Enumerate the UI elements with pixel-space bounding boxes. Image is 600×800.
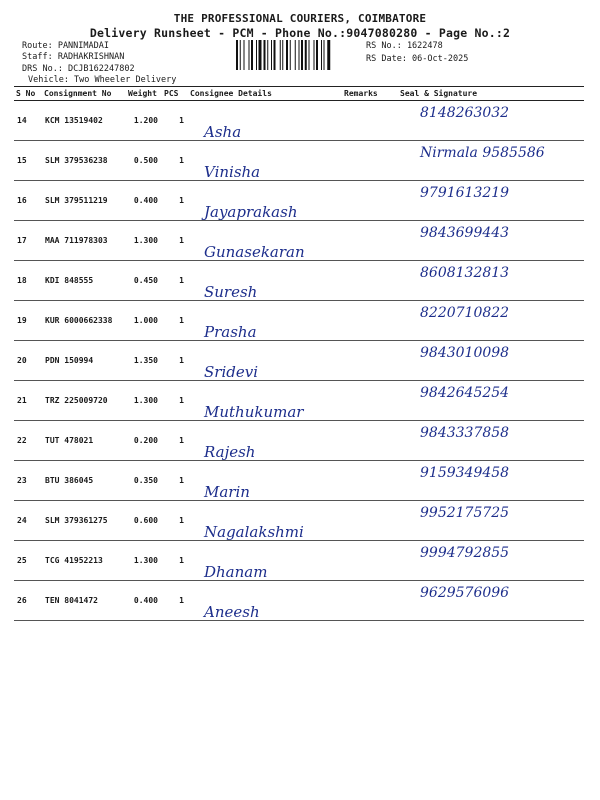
row-sno-cell <box>14 341 42 381</box>
row-consignee-handwritten-cell <box>188 101 342 141</box>
col-weight: Weight <box>126 87 162 101</box>
row-sno-cell <box>14 461 42 501</box>
row-weight: 1.350 <box>133 356 158 365</box>
row-consignee-handwritten-cell <box>188 421 342 461</box>
row-consignment-no: TEN 8041472 <box>45 596 98 605</box>
row-weight: 1.200 <box>133 116 158 125</box>
table-row <box>14 101 584 141</box>
row-consignment-no: TCG 41952213 <box>45 556 103 565</box>
row-consignment-no: KDI 848555 <box>45 276 94 285</box>
row-weight-cell <box>126 101 162 141</box>
row-pcs-cell <box>162 301 188 341</box>
row-weight-cell <box>126 581 162 621</box>
row-pcs: 1 <box>179 196 184 205</box>
row-seal-signature-handwritten-cell <box>398 541 584 581</box>
row-weight-cell <box>126 261 162 301</box>
row-consignee-handwritten: Marin <box>204 483 250 501</box>
table-row <box>14 141 584 181</box>
row-sno-cell <box>14 181 42 221</box>
row-consignment-no-cell <box>42 461 126 501</box>
row-sno: 17 <box>17 236 27 245</box>
col-remarks: Remarks <box>342 87 398 101</box>
row-weight: 0.600 <box>133 516 158 525</box>
row-seal-signature-handwritten: 8608132813 <box>420 265 510 281</box>
row-seal-signature-handwritten-cell <box>398 381 584 421</box>
row-consignee-handwritten-cell <box>188 541 342 581</box>
row-pcs: 1 <box>179 236 184 245</box>
row-consignment-no: SLM 379361275 <box>45 516 108 525</box>
row-seal-signature-handwritten: 8148263032 <box>420 105 510 121</box>
row-seal-signature-handwritten-cell <box>398 181 584 221</box>
row-consignee-handwritten: Prasha <box>204 323 257 341</box>
row-remarks-cell <box>342 581 398 621</box>
table-row <box>14 181 584 221</box>
table-row <box>14 261 584 301</box>
table-row <box>14 581 584 621</box>
row-consignee-handwritten-cell <box>188 341 342 381</box>
row-remarks-cell <box>342 461 398 501</box>
row-sno-cell <box>14 541 42 581</box>
row-consignment-no-cell <box>42 221 126 261</box>
row-remarks-cell <box>342 101 398 141</box>
row-sno-cell <box>14 581 42 621</box>
row-consignment-no-cell <box>42 261 126 301</box>
row-sno: 19 <box>17 316 27 325</box>
row-sno: 24 <box>17 516 27 525</box>
table-row <box>14 221 584 261</box>
row-remarks-cell <box>342 421 398 461</box>
row-consignee-handwritten-cell <box>188 261 342 301</box>
runsheet-table <box>14 86 584 621</box>
row-pcs-cell <box>162 461 188 501</box>
row-weight-cell <box>126 381 162 421</box>
row-pcs: 1 <box>179 436 184 445</box>
row-remarks-cell <box>342 221 398 261</box>
company-title: THE PROFESSIONAL COURIERS, COIMBATORE <box>173 12 427 25</box>
row-seal-signature-handwritten: 9952175725 <box>420 505 510 521</box>
row-weight: 1.300 <box>133 396 158 405</box>
row-pcs: 1 <box>179 356 184 365</box>
row-seal-signature-handwritten: 9843010098 <box>420 345 510 361</box>
row-consignee-handwritten: Dhanam <box>204 563 268 581</box>
row-consignment-no: MAA 711978303 <box>45 236 108 245</box>
row-seal-signature-handwritten: 9843337858 <box>420 425 510 441</box>
row-pcs-cell <box>162 261 188 301</box>
row-pcs: 1 <box>179 476 184 485</box>
row-consignment-no-cell <box>42 581 126 621</box>
row-seal-signature-handwritten-cell <box>398 501 584 541</box>
row-consignee-handwritten: Muthukumar <box>204 403 304 421</box>
row-consignee-handwritten: Sridevi <box>204 363 258 381</box>
row-remarks-cell <box>342 141 398 181</box>
row-seal-signature-handwritten: 9791613219 <box>420 185 510 201</box>
row-weight: 0.400 <box>133 596 158 605</box>
row-seal-signature-handwritten: Nirmala 9585586 <box>420 145 545 161</box>
row-consignee-handwritten: Jayaprakash <box>204 203 298 221</box>
barcode <box>236 40 360 70</box>
route-label: Route: PANNIMADAI <box>22 41 109 51</box>
row-consignee-handwritten-cell <box>188 221 342 261</box>
row-consignment-no: TUT 478021 <box>45 436 94 445</box>
row-consignment-no-cell <box>42 381 126 421</box>
row-pcs-cell <box>162 581 188 621</box>
row-consignee-handwritten: Vinisha <box>204 163 261 181</box>
row-sno: 18 <box>17 276 27 285</box>
rs-number: RS No.: 1622478 <box>366 41 443 51</box>
row-weight-cell <box>126 421 162 461</box>
row-consignment-no: KCM 13519402 <box>45 116 103 125</box>
table-row <box>14 341 584 381</box>
row-consignee-handwritten: Rajesh <box>204 443 256 461</box>
row-sno-cell <box>14 381 42 421</box>
row-consignment-no-cell <box>42 181 126 221</box>
row-pcs-cell <box>162 101 188 141</box>
row-pcs: 1 <box>179 276 184 285</box>
row-sno: 21 <box>17 396 27 405</box>
row-seal-signature-handwritten-cell <box>398 261 584 301</box>
row-sno-cell <box>14 301 42 341</box>
row-weight-cell <box>126 341 162 381</box>
row-sno-cell <box>14 421 42 461</box>
row-sno: 15 <box>17 156 27 165</box>
row-consignment-no: SLM 379511219 <box>45 196 108 205</box>
row-seal-signature-handwritten: 9842645254 <box>420 385 510 401</box>
row-consignee-handwritten-cell <box>188 301 342 341</box>
row-consignee-handwritten-cell <box>188 181 342 221</box>
row-weight: 1.000 <box>133 316 158 325</box>
row-consignment-no: BTU 386045 <box>45 476 94 485</box>
row-consignee-handwritten: Aneesh <box>204 603 260 621</box>
row-weight: 0.500 <box>133 156 158 165</box>
row-pcs-cell <box>162 541 188 581</box>
row-pcs-cell <box>162 501 188 541</box>
row-sno-cell <box>14 261 42 301</box>
col-consignment: Consignment No <box>42 87 126 101</box>
row-consignment-no-cell <box>42 141 126 181</box>
row-sno-cell <box>14 221 42 261</box>
col-seal: Seal & Signature <box>398 87 584 101</box>
row-consignee-handwritten: Gunasekaran <box>204 243 305 261</box>
row-consignee-handwritten-cell <box>188 381 342 421</box>
row-seal-signature-handwritten: 9159349458 <box>420 465 510 481</box>
row-seal-signature-handwritten: 8220710822 <box>420 305 510 321</box>
row-sno: 16 <box>17 196 27 205</box>
row-pcs-cell <box>162 421 188 461</box>
row-pcs-cell <box>162 141 188 181</box>
row-pcs: 1 <box>179 396 184 405</box>
table-row <box>14 541 584 581</box>
row-consignee-handwritten-cell <box>188 461 342 501</box>
row-consignee-handwritten-cell <box>188 581 342 621</box>
runsheet-subtitle: Delivery Runsheet - PCM - Phone No.:9047080280 - Page No.:2 <box>89 26 511 40</box>
row-pcs: 1 <box>179 516 184 525</box>
row-pcs: 1 <box>179 596 184 605</box>
row-seal-signature-handwritten-cell <box>398 221 584 261</box>
table-row <box>14 381 584 421</box>
row-remarks-cell <box>342 261 398 301</box>
row-seal-signature-handwritten-cell <box>398 101 584 141</box>
row-weight-cell <box>126 301 162 341</box>
row-pcs: 1 <box>179 156 184 165</box>
row-weight: 0.450 <box>133 276 158 285</box>
row-remarks-cell <box>342 301 398 341</box>
col-sno: S No <box>14 87 42 101</box>
row-sno: 26 <box>17 596 27 605</box>
row-sno-cell <box>14 101 42 141</box>
row-pcs-cell <box>162 181 188 221</box>
row-weight-cell <box>126 141 162 181</box>
row-weight-cell <box>126 501 162 541</box>
row-sno: 25 <box>17 556 27 565</box>
row-weight: 0.200 <box>133 436 158 445</box>
row-remarks-cell <box>342 341 398 381</box>
table-header <box>14 87 584 101</box>
col-pcs: PCS <box>162 87 188 101</box>
row-consignment-no: KUR 6000662338 <box>45 316 113 325</box>
drs-label: DRS No.: DCJB162247802 <box>22 64 135 74</box>
col-consignee: Consignee Details <box>188 87 342 101</box>
row-consignee-handwritten-cell <box>188 501 342 541</box>
row-weight: 1.300 <box>133 236 158 245</box>
staff-label: Staff: RADHAKRISHNAN <box>22 52 125 62</box>
row-sno: 23 <box>17 476 27 485</box>
row-weight-cell <box>126 221 162 261</box>
row-remarks-cell <box>342 501 398 541</box>
vehicle-label: Vehicle: Two Wheeler Delivery <box>28 75 177 85</box>
row-weight-cell <box>126 461 162 501</box>
table-row <box>14 501 584 541</box>
table-row <box>14 301 584 341</box>
row-consignee-handwritten: Suresh <box>204 283 258 301</box>
row-sno: 22 <box>17 436 27 445</box>
table-row <box>14 421 584 461</box>
row-weight: 0.350 <box>133 476 158 485</box>
row-seal-signature-handwritten-cell <box>398 461 584 501</box>
row-remarks-cell <box>342 541 398 581</box>
row-seal-signature-handwritten-cell <box>398 421 584 461</box>
row-remarks-cell <box>342 181 398 221</box>
row-consignment-no-cell <box>42 101 126 141</box>
row-weight-cell <box>126 541 162 581</box>
row-seal-signature-handwritten: 9843699443 <box>420 225 510 241</box>
row-seal-signature-handwritten-cell <box>398 301 584 341</box>
row-seal-signature-handwritten-cell <box>398 581 584 621</box>
row-seal-signature-handwritten-cell <box>398 341 584 381</box>
row-sno-cell <box>14 501 42 541</box>
row-seal-signature-handwritten-cell <box>398 141 584 181</box>
row-pcs-cell <box>162 381 188 421</box>
row-seal-signature-handwritten: 9994792855 <box>420 545 510 561</box>
row-pcs: 1 <box>179 116 184 125</box>
row-consignment-no-cell <box>42 501 126 541</box>
row-weight-cell <box>126 181 162 221</box>
row-consignment-no-cell <box>42 301 126 341</box>
row-seal-signature-handwritten: 9629576096 <box>420 585 510 601</box>
row-pcs: 1 <box>179 556 184 565</box>
row-sno-cell <box>14 141 42 181</box>
row-pcs-cell <box>162 221 188 261</box>
row-consignment-no: TRZ 225009720 <box>45 396 108 405</box>
row-weight: 1.300 <box>133 556 158 565</box>
row-pcs-cell <box>162 341 188 381</box>
row-consignee-handwritten-cell <box>188 141 342 181</box>
rs-date: RS Date: 06-Oct-2025 <box>366 54 469 64</box>
row-sno: 20 <box>17 356 27 365</box>
row-consignment-no-cell <box>42 341 126 381</box>
row-sno: 14 <box>17 116 27 125</box>
row-consignment-no: SLM 379536238 <box>45 156 108 165</box>
row-pcs: 1 <box>179 316 184 325</box>
table-row <box>14 461 584 501</box>
row-remarks-cell <box>342 381 398 421</box>
row-consignment-no: PDN 150994 <box>45 356 94 365</box>
row-consignee-handwritten: Asha <box>204 123 242 141</box>
row-consignee-handwritten: Nagalakshmi <box>204 523 304 541</box>
row-weight: 0.400 <box>133 196 158 205</box>
row-consignment-no-cell <box>42 541 126 581</box>
row-consignment-no-cell <box>42 421 126 461</box>
